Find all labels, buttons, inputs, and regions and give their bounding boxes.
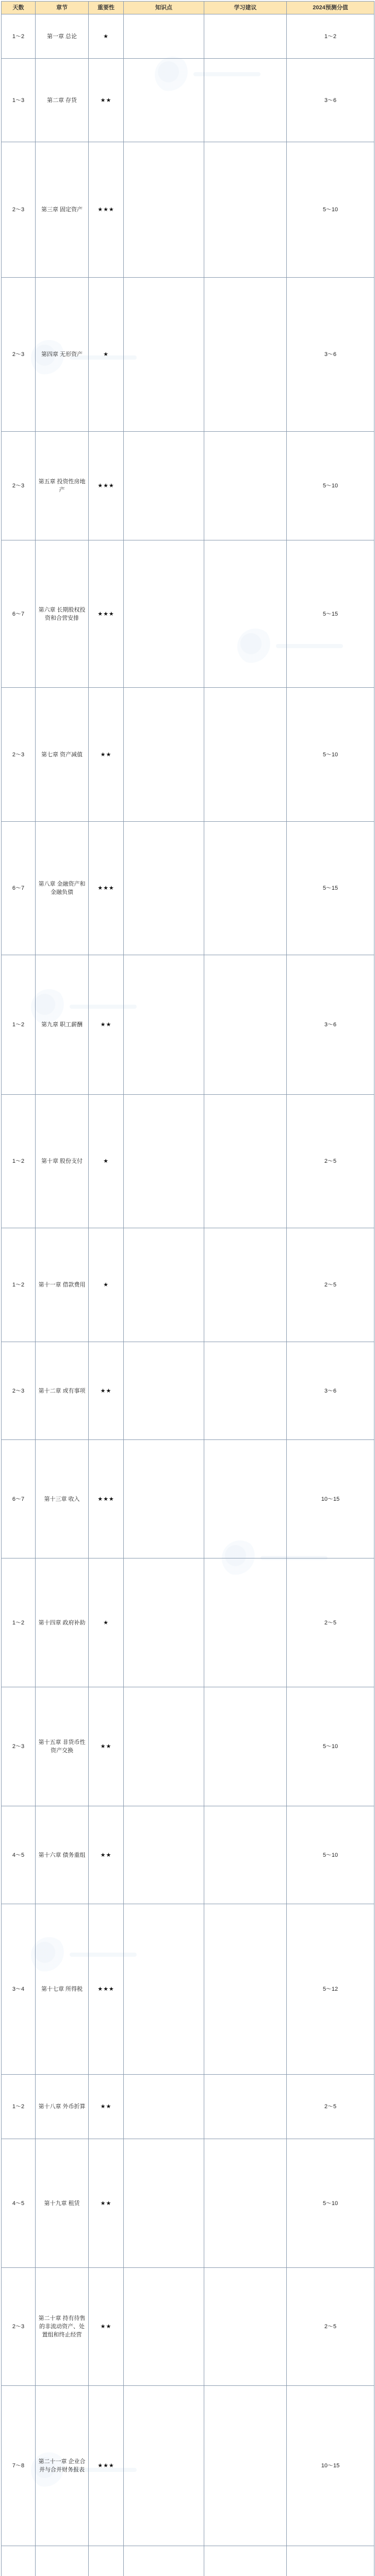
table-row: [2, 2075, 374, 2139]
cell-days: 4～5: [2, 2139, 36, 2268]
cell-knowledge: [124, 1342, 204, 1440]
cell-days: 2～3: [2, 1687, 36, 1806]
cell-knowledge: [124, 2139, 204, 2268]
cell-importance-stars: ★: [89, 1228, 124, 1342]
cell-advice: [204, 2075, 287, 2139]
cell-knowledge: [124, 688, 204, 822]
cell-knowledge: [124, 14, 204, 59]
cell-knowledge: [124, 1095, 204, 1228]
cell-knowledge: [124, 59, 204, 142]
cell-knowledge: [124, 1440, 204, 1558]
table-row: [2, 59, 374, 142]
header-row: [2, 2, 374, 14]
cell-days: 1～2: [2, 1558, 36, 1687]
cell-days: 2～3: [2, 278, 36, 432]
table-row: [2, 1904, 374, 2075]
table-row: [2, 2268, 374, 2386]
cell-advice: [204, 2139, 287, 2268]
cell-chapter: 第八章 金融资产和金融负债: [36, 822, 89, 955]
cell-advice: [204, 1806, 287, 1904]
cell-days: 2～3: [2, 432, 36, 540]
cell-knowledge: [124, 278, 204, 432]
table-row: [2, 688, 374, 822]
cell-importance-stars: ★★★: [89, 822, 124, 955]
cell-forecast-score: 2～5: [287, 1095, 374, 1228]
header-days: 天数: [2, 2, 36, 14]
cell-importance-stars: ★★★: [89, 432, 124, 540]
table-row: [2, 1095, 374, 1228]
table-row: [2, 1687, 374, 1806]
cell-forecast-score: 3～6: [287, 278, 374, 432]
cell-chapter: 第十三章 收入: [36, 1440, 89, 1558]
cell-days: 2～3: [2, 688, 36, 822]
cell-forecast-score: 5～10: [287, 432, 374, 540]
cell-chapter: 第十章 股份支付: [36, 1095, 89, 1228]
cell-knowledge: [124, 1687, 204, 1806]
cell-importance-stars: ★★★: [89, 540, 124, 688]
cell-chapter: 第十二章 或有事项: [36, 1342, 89, 1440]
table-row: [2, 1440, 374, 1558]
cell-importance-stars: ★: [89, 1095, 124, 1228]
cell-advice: [204, 59, 287, 142]
table-row: [2, 1806, 374, 1904]
cell-forecast-score: 10～15: [287, 2386, 374, 2546]
cell-advice: [204, 1095, 287, 1228]
cell-chapter: 第十九章 租赁: [36, 2139, 89, 2268]
cell-importance-stars: ★★: [89, 2075, 124, 2139]
cell-advice: [204, 2386, 287, 2546]
cell-knowledge: [124, 2268, 204, 2386]
cell-advice: [204, 1687, 287, 1806]
cell-knowledge: [124, 2075, 204, 2139]
cell-advice: [204, 1342, 287, 1440]
cell-importance-stars: ★★: [89, 1806, 124, 1904]
cell-chapter: 第七章 资产减值: [36, 688, 89, 822]
cell-knowledge: [124, 1806, 204, 1904]
cell-knowledge: [124, 1904, 204, 2075]
cell-importance-stars: ★★: [89, 1687, 124, 1806]
cell-importance-stars: ★★★: [89, 142, 124, 278]
table-body: [2, 14, 374, 2576]
cell-chapter: 第五章 投资性房地产: [36, 432, 89, 540]
cell-days: 6～7: [2, 1440, 36, 1558]
cell-chapter: 第二章 存货: [36, 59, 89, 142]
cell-chapter: 第一章 总论: [36, 14, 89, 59]
cell-forecast-score: 5～15: [287, 540, 374, 688]
cell-advice: [204, 1440, 287, 1558]
table-row: [2, 278, 374, 432]
cell-knowledge: [124, 822, 204, 955]
cell-days: 1～2: [2, 1095, 36, 1228]
cell-forecast-score: 1～2: [287, 14, 374, 59]
table-row: [2, 1228, 374, 1342]
cell-days: 2～3: [2, 142, 36, 278]
cell-knowledge: [124, 540, 204, 688]
cell-advice: [204, 688, 287, 822]
cell-chapter: 第十七章 所得税: [36, 1904, 89, 2075]
table-row: [2, 955, 374, 1095]
cell-days: 1～2: [2, 955, 36, 1095]
cell-days: 1～2: [2, 2075, 36, 2139]
cell-knowledge: [124, 142, 204, 278]
cell-forecast-score: 5～10: [287, 1806, 374, 1904]
cell-chapter: 第四章 无形资产: [36, 278, 89, 432]
cell-advice: [204, 1904, 287, 2075]
cell-forecast-score: 3～6: [287, 1342, 374, 1440]
cell-days: [2, 2546, 36, 2576]
cell-advice: [204, 2546, 287, 2576]
table-row: [2, 822, 374, 955]
cell-chapter: 第十八章 外币折算: [36, 2075, 89, 2139]
cell-days: 1～3: [2, 59, 36, 142]
table-row: [2, 1342, 374, 1440]
cell-forecast-score: 5～10: [287, 688, 374, 822]
cell-forecast-score: 3～6: [287, 59, 374, 142]
cell-chapter: [36, 2546, 89, 2576]
cell-advice: [204, 822, 287, 955]
cell-advice: [204, 955, 287, 1095]
table-row: [2, 14, 374, 59]
cell-advice: [204, 14, 287, 59]
cell-forecast-score: 5～10: [287, 142, 374, 278]
cell-forecast-score: 2～5: [287, 1228, 374, 1342]
cell-importance-stars: ★★★: [89, 1440, 124, 1558]
cell-days: 6～7: [2, 822, 36, 955]
cell-forecast-score: 2～5: [287, 1558, 374, 1687]
cell-importance-stars: ★★: [89, 688, 124, 822]
cell-knowledge: [124, 432, 204, 540]
cell-importance-stars: ★: [89, 1558, 124, 1687]
cell-advice: [204, 432, 287, 540]
cell-knowledge: [124, 2386, 204, 2546]
cell-days: 4～5: [2, 1806, 36, 1904]
cell-importance-stars: ★★★: [89, 2386, 124, 2546]
cell-chapter: 第三章 固定资产: [36, 142, 89, 278]
table-row: [2, 2139, 374, 2268]
header-importance: 重要性: [89, 2, 124, 14]
table-row: [2, 2386, 374, 2546]
cell-days: 1～2: [2, 1228, 36, 1342]
cell-advice: [204, 278, 287, 432]
cell-days: 2～3: [2, 1342, 36, 1440]
cell-forecast-score: 5～15: [287, 822, 374, 955]
cell-chapter: 第二十一章 企业合并与合并财务报表: [36, 2386, 89, 2546]
cell-chapter: 第二十章 持有待售的非流动资产、处置组和终止经营: [36, 2268, 89, 2386]
table-row: [2, 142, 374, 278]
cell-advice: [204, 2268, 287, 2386]
cell-forecast-score: 2～5: [287, 2075, 374, 2139]
cell-days: 7～8: [2, 2386, 36, 2546]
cell-importance-stars: ★★: [89, 1342, 124, 1440]
cell-knowledge: [124, 2546, 204, 2576]
cell-importance-stars: ★★: [89, 955, 124, 1095]
cell-forecast-score: 5～12: [287, 1904, 374, 2075]
cell-days: 2～3: [2, 2268, 36, 2386]
study-plan-table: [1, 1, 374, 2576]
cell-importance-stars: ★★: [89, 2139, 124, 2268]
cell-knowledge: [124, 1228, 204, 1342]
cell-forecast-score: 5～10: [287, 2139, 374, 2268]
cell-importance-stars: ★: [89, 278, 124, 432]
cell-forecast-score: 3～6: [287, 955, 374, 1095]
cell-days: 6～7: [2, 540, 36, 688]
cell-advice: [204, 1228, 287, 1342]
cell-chapter: 第六章 长期股权投资和合营安排: [36, 540, 89, 688]
cell-chapter: 第九章 职工薪酬: [36, 955, 89, 1095]
cell-forecast-score: [287, 2546, 374, 2576]
cell-forecast-score: 10～15: [287, 1440, 374, 1558]
cell-chapter: 第十五章 非货币性资产交换: [36, 1687, 89, 1806]
cell-advice: [204, 540, 287, 688]
cell-chapter: 第十一章 借款费用: [36, 1228, 89, 1342]
cell-days: 1～2: [2, 14, 36, 59]
table-row: [2, 432, 374, 540]
cell-forecast-score: 2～5: [287, 2268, 374, 2386]
cell-chapter: 第十四章 政府补助: [36, 1558, 89, 1687]
cell-importance-stars: [89, 2546, 124, 2576]
cell-importance-stars: ★★★: [89, 1904, 124, 2075]
header-knowledge: 知识点: [124, 2, 204, 14]
table-row: [2, 540, 374, 688]
cell-importance-stars: ★★: [89, 59, 124, 142]
header-chapter: 章节: [36, 2, 89, 14]
cell-days: 3～4: [2, 1904, 36, 2075]
table-row: [2, 2546, 374, 2576]
table-row: [2, 1558, 374, 1687]
header-advice: 学习建议: [204, 2, 287, 14]
cell-importance-stars: ★: [89, 14, 124, 59]
cell-forecast-score: 5～10: [287, 1687, 374, 1806]
cell-advice: [204, 142, 287, 278]
cell-chapter: 第十六章 债务重组: [36, 1806, 89, 1904]
cell-advice: [204, 1558, 287, 1687]
cell-knowledge: [124, 955, 204, 1095]
cell-knowledge: [124, 1558, 204, 1687]
cell-importance-stars: ★★: [89, 2268, 124, 2386]
header-forecast: 2024预测分值: [287, 2, 374, 14]
